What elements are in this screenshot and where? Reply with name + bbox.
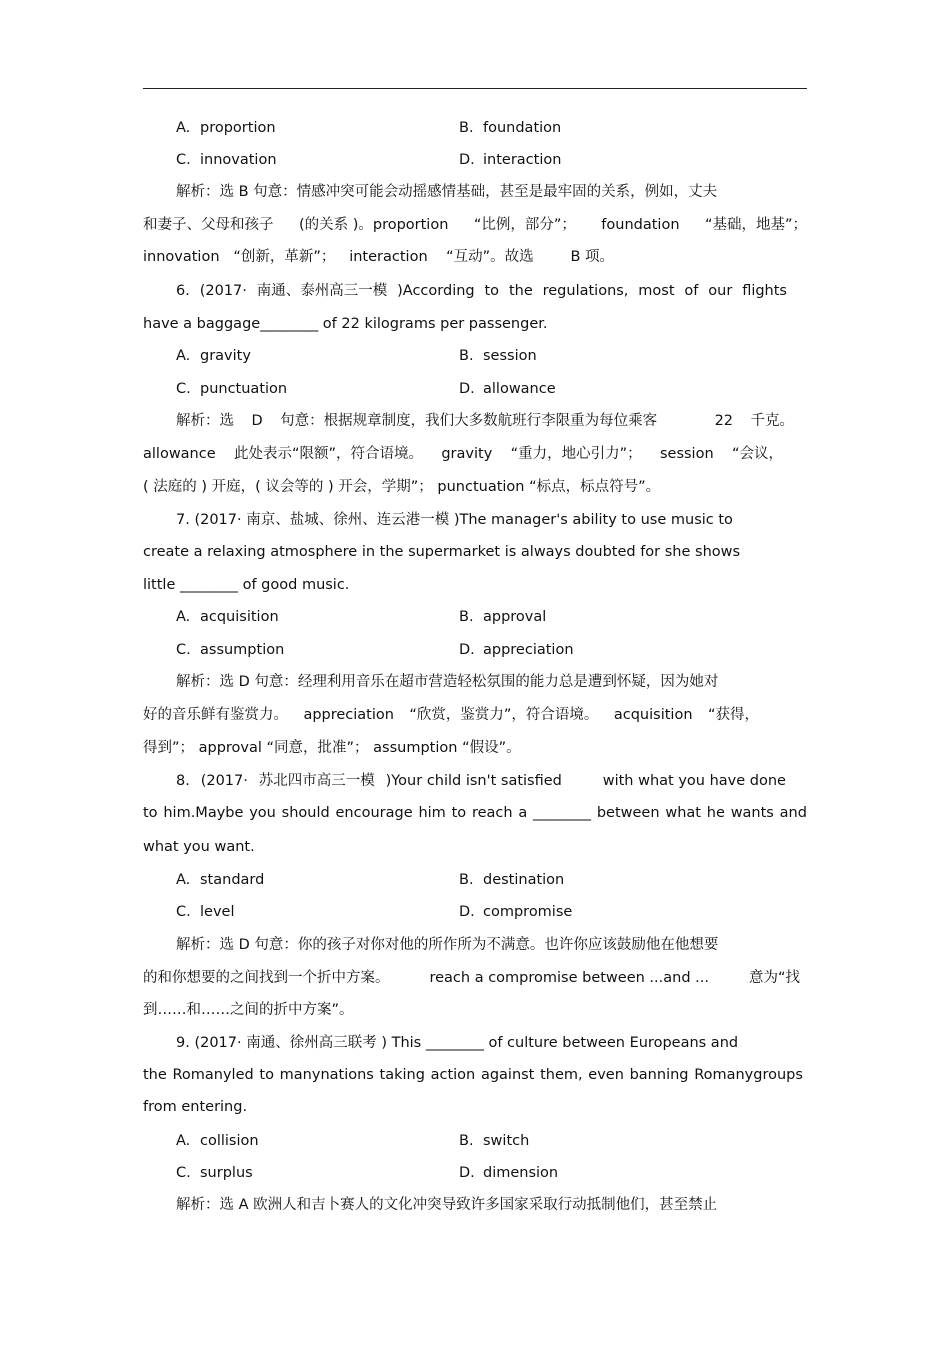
option-a: A. standard: [176, 872, 265, 888]
explanation-line: 解析：选 A 欧洲人和吉卜赛人的文化冲突导致许多国家采取行动抵制他们，甚至禁止: [176, 1197, 718, 1213]
explanation-line: 到……和……之间的折中方案”。: [143, 1002, 354, 1018]
question-stem: from entering.: [143, 1099, 248, 1115]
question-stem: to him.Maybe you should encourage him to reach a ________ between what he wants and: [143, 805, 807, 821]
option-d: D. appreciation: [459, 642, 574, 658]
explanation-line: 的和你想要的之间找到一个折中方案。 reach a compromise between ...and ... 意为“找: [143, 970, 800, 986]
option-d: D. interaction: [459, 152, 562, 168]
question-stem: little ________ of good music.: [143, 577, 350, 593]
question-stem: 7. (2017· 南京、盐城、徐州、连云港一模 )The manager's ability to use music to: [176, 512, 733, 528]
option-c: C. level: [176, 904, 235, 920]
option-a: A. proportion: [176, 120, 276, 136]
explanation-line: 解析：选 D 句意：经理利用音乐在超市营造轻松氛围的能力总是遭到怀疑，因为她对: [176, 674, 719, 690]
option-a: A. gravity: [176, 348, 251, 364]
explanation-line: 得到”； approval “同意，批准”； assumption “假设”。: [143, 740, 521, 756]
question-stem: 8. (2017· 苏北四市高三一模 )Your child isn't satisfied with what you have done: [176, 773, 786, 789]
option-a: A. collision: [176, 1133, 259, 1149]
option-b: B. switch: [459, 1133, 530, 1149]
question-stem: what you want.: [143, 839, 255, 855]
option-b: B. session: [459, 348, 537, 364]
option-a: A. acquisition: [176, 609, 279, 625]
explanation-line: 和妻子、父母和孩子 (的关系 )。proportion “比例，部分”； foundation “基础，地基”；: [143, 217, 807, 233]
option-c: C. surplus: [176, 1165, 253, 1181]
question-stem: the Romanyled to manynations taking action against them, even banning Romanygroups: [143, 1067, 803, 1083]
explanation-line: 解析：选 B 句意：情感冲突可能会动摇感情基础，甚至是最牢固的关系，例如，丈夫: [176, 184, 718, 200]
question-stem: have a baggage________ of 22 kilograms per passenger.: [143, 316, 548, 332]
question-stem: 6. (2017· 南通、泰州高三一模 )According to the regulations, most of our flights: [176, 283, 787, 299]
option-b: B. foundation: [459, 120, 562, 136]
explanation-line: allowance 此处表示“限额”，符合语境。 gravity “重力，地心引力”； session “会议，: [143, 446, 783, 462]
option-d: D. allowance: [459, 381, 556, 397]
header-rule: [143, 88, 807, 89]
option-b: B. destination: [459, 872, 565, 888]
option-c: C. punctuation: [176, 381, 288, 397]
explanation-line: ( 法庭的 ) 开庭，( 议会等的 ) 开会，学期”； punctuation “标点，标点符号”。: [143, 479, 661, 495]
explanation-line: 解析：选 D 句意：你的孩子对你对他的所作所为不满意。也许你应该鼓励他在他想要: [176, 937, 719, 953]
option-d: D. compromise: [459, 904, 573, 920]
explanation-line: 解析：选 D 句意：根据规章制度，我们大多数航班行李限重为每位乘客 22 千克。: [176, 413, 794, 429]
option-c: C. innovation: [176, 152, 277, 168]
option-b: B. approval: [459, 609, 547, 625]
option-c: C. assumption: [176, 642, 285, 658]
explanation-line: innovation “创新，革新”； interaction “互动”。故选 B 项。: [143, 249, 615, 265]
explanation-line: 好的音乐鲜有鉴赏力。 appreciation “欣赏，鉴赏力”，符合语境。 acquisition “获得，: [143, 707, 759, 723]
question-stem: 9. (2017· 南通、徐州高三联考 ) This ________ of culture between Europeans and: [176, 1035, 739, 1051]
option-d: D. dimension: [459, 1165, 559, 1181]
question-stem: create a relaxing atmosphere in the supermarket is always doubted for she shows: [143, 544, 741, 560]
